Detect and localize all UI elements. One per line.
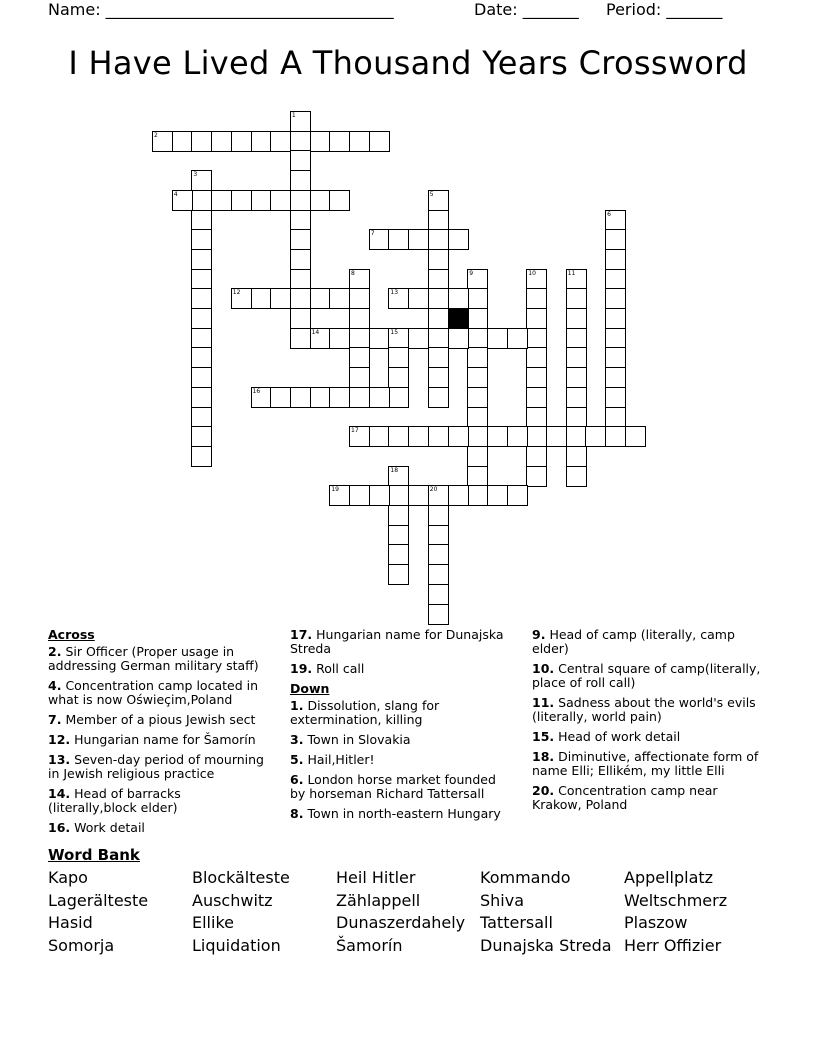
grid-cell[interactable] (526, 387, 547, 408)
clue-across-4: 4. Concentration camp located in what is now Oświeçim,Poland (48, 678, 259, 707)
grid-cell[interactable] (290, 111, 311, 132)
word-bank-item: Somorja (48, 935, 115, 955)
word-bank-item: Šamorín (336, 935, 403, 955)
grid-cell[interactable] (369, 328, 390, 349)
word-bank-item: Dunaszerdahely (336, 913, 466, 932)
grid-cell[interactable] (428, 328, 449, 349)
grid-cell[interactable] (605, 229, 626, 250)
grid-cell[interactable] (467, 328, 488, 349)
grid-cell[interactable] (448, 288, 469, 309)
grid-cell[interactable] (605, 347, 626, 368)
grid-cell[interactable] (231, 131, 252, 152)
grid-cell[interactable] (251, 288, 272, 309)
grid-cell[interactable] (526, 407, 547, 428)
grid-cell[interactable] (566, 288, 587, 309)
clues-column-1 (48, 628, 270, 841)
clue-number: 7 (370, 230, 375, 238)
grid-cell[interactable] (467, 446, 488, 467)
grid-cell[interactable] (566, 328, 587, 349)
grid-cell[interactable] (329, 131, 350, 152)
grid-cell[interactable] (270, 288, 291, 309)
clue-across-13: 13. Seven-day period of mourning in Jewish religious practice (48, 752, 264, 781)
grid-cell[interactable] (310, 387, 331, 408)
clue-down-15: 15. Head of work detail (532, 729, 681, 744)
clue-across-19: 19. Roll call (290, 661, 365, 676)
grid-cell[interactable] (526, 367, 547, 388)
grid-cell[interactable] (428, 426, 449, 447)
grid-cell[interactable] (526, 328, 547, 349)
grid-cell[interactable] (290, 288, 311, 309)
word-bank-item: Auschwitz (192, 890, 273, 910)
word-bank-item: Liquidation (192, 935, 281, 955)
grid-cell[interactable] (428, 387, 449, 408)
grid-cell[interactable] (388, 387, 409, 408)
grid-cell[interactable] (329, 328, 350, 349)
word-bank-item: Tattersall (480, 913, 553, 932)
grid-cell[interactable] (191, 249, 212, 270)
grid-cell[interactable] (585, 426, 606, 447)
grid-cell[interactable] (310, 288, 331, 309)
grid-cell[interactable] (566, 367, 587, 388)
down-heading: Down (290, 681, 330, 696)
grid-cell[interactable] (467, 426, 488, 447)
grid-cell[interactable] (191, 347, 212, 368)
grid-cell[interactable] (428, 367, 449, 388)
grid-cell[interactable] (428, 249, 449, 270)
grid-cell[interactable] (448, 485, 469, 506)
grid-cell[interactable] (566, 269, 587, 290)
grid-cell[interactable] (526, 347, 547, 368)
clues-column-2 (290, 628, 515, 827)
grid-cell[interactable] (526, 288, 547, 309)
grid-cell[interactable] (428, 584, 449, 605)
grid-cell[interactable] (349, 347, 370, 368)
grid-cell[interactable] (605, 367, 626, 388)
grid-cell[interactable] (566, 426, 587, 447)
clue-number: 9 (469, 269, 474, 277)
clue-number: 2 (154, 131, 158, 139)
grid-cell[interactable] (566, 466, 587, 487)
clue-across-14: 14. Head of barracks (literally,block elder) (48, 786, 181, 815)
grid-cell[interactable] (566, 446, 587, 467)
grid-cell[interactable] (605, 288, 626, 309)
grid-cell[interactable] (191, 367, 212, 388)
grid-cell[interactable] (290, 328, 311, 349)
word-bank-item: Dunajska Streda (480, 935, 612, 955)
clue-number: 1 (291, 112, 296, 119)
grid-cell[interactable] (388, 544, 409, 565)
grid-cell[interactable] (191, 446, 212, 467)
clue-number: 13 (390, 289, 399, 297)
grid-cell[interactable] (408, 328, 429, 349)
grid-cell[interactable] (428, 308, 449, 329)
grid-cell[interactable] (290, 190, 311, 211)
grid-cell[interactable] (172, 190, 193, 211)
clue-down-18: 18. Diminutive, affectionate form of name Elli; Ellikém, my little Elli (532, 749, 759, 778)
clue-number: 17 (351, 427, 359, 435)
grid-cell[interactable] (369, 131, 390, 152)
grid-cell[interactable] (605, 210, 626, 231)
grid-cell[interactable] (605, 269, 626, 290)
grid-cell[interactable] (625, 426, 646, 447)
grid-cell[interactable] (467, 367, 488, 388)
clue-number: 15 (390, 328, 399, 336)
grid-cell[interactable] (388, 564, 409, 585)
grid-cell[interactable] (428, 544, 449, 565)
grid-cell[interactable] (605, 407, 626, 428)
word-bank-item: Appellplatz (624, 868, 714, 887)
grid-cell[interactable] (270, 190, 291, 211)
grid-cell[interactable] (566, 308, 587, 329)
grid-cell[interactable] (310, 190, 331, 211)
grid-cell[interactable] (349, 387, 370, 408)
grid-cell[interactable] (191, 407, 212, 428)
grid-cell[interactable] (369, 426, 390, 447)
grid-cell[interactable] (191, 210, 212, 231)
grid-cell[interactable] (428, 485, 449, 506)
grid-cell[interactable] (388, 466, 409, 487)
grid-cell[interactable] (487, 426, 508, 447)
grid-cell[interactable] (329, 190, 350, 211)
grid-cell[interactable] (448, 229, 469, 250)
grid-cell[interactable] (388, 485, 409, 506)
grid-cell[interactable] (467, 407, 488, 428)
word-bank-item: Hasid (48, 913, 93, 932)
grid-cell[interactable] (290, 269, 311, 290)
grid-cell[interactable] (290, 308, 311, 329)
grid-cell[interactable] (388, 288, 409, 309)
grid-cell[interactable] (191, 131, 212, 152)
grid-cell[interactable] (191, 426, 212, 447)
grid-cell[interactable] (448, 426, 469, 447)
grid-cell[interactable] (566, 387, 587, 408)
grid-cell[interactable] (467, 308, 488, 329)
word-bank-item: Shiva (480, 890, 525, 910)
grid-cell[interactable] (428, 604, 449, 625)
grid-cell[interactable] (388, 505, 409, 526)
grid-cell[interactable] (428, 525, 449, 546)
grid-cell[interactable] (546, 426, 567, 447)
grid-cell[interactable] (526, 466, 547, 487)
grid-cell[interactable] (191, 387, 212, 408)
grid-cell[interactable] (526, 269, 547, 290)
grid-cell[interactable] (349, 269, 370, 290)
grid-cell[interactable] (467, 485, 488, 506)
clue-across-12: 12. Hungarian name for Šamorín (48, 732, 256, 747)
grid-cell[interactable] (428, 269, 449, 290)
grid-cell[interactable] (428, 229, 449, 250)
clue-down-8: 8. Town in north-eastern Hungary (290, 806, 501, 821)
grid-cell[interactable] (369, 387, 390, 408)
grid-cell[interactable] (329, 387, 350, 408)
grid-cell[interactable] (428, 347, 449, 368)
grid-cell[interactable] (349, 328, 370, 349)
word-bank-item: Lagerälteste (48, 890, 149, 910)
clue-down-5: 5. Hail,Hitler! (290, 752, 375, 767)
grid-cell[interactable] (408, 426, 429, 447)
clue-number: 19 (331, 486, 339, 494)
grid-cell[interactable] (507, 485, 528, 506)
grid-cell[interactable] (211, 131, 232, 152)
grid-cell[interactable] (467, 466, 488, 487)
grid-cell[interactable] (349, 308, 370, 329)
grid-cell[interactable] (369, 229, 390, 250)
grid-cell[interactable] (526, 426, 547, 447)
period-field[interactable]: Period: _______ (606, 0, 723, 19)
grid-cell[interactable] (369, 485, 390, 506)
name-field[interactable]: Name: ____________________________________ (48, 0, 394, 19)
word-bank-item: Blockälteste (192, 868, 290, 887)
grid-cell[interactable] (290, 229, 311, 250)
grid-cell[interactable] (388, 525, 409, 546)
grid-cell[interactable] (290, 387, 311, 408)
word-bank-item: Ellike (192, 913, 234, 932)
grid-cell[interactable] (388, 426, 409, 447)
clue-number: 16 (252, 387, 261, 395)
grid-cell[interactable] (270, 131, 291, 152)
clue-number: 4 (173, 190, 178, 198)
grid-cell[interactable] (605, 249, 626, 270)
grid-cell[interactable] (290, 170, 311, 191)
grid-cell[interactable] (487, 485, 508, 506)
clue-number: 20 (429, 486, 438, 494)
grid-cell[interactable] (251, 190, 272, 211)
word-bank-item: Heil Hitler (336, 868, 416, 887)
word-bank-item: Kapo (48, 868, 88, 887)
word-bank-item: Zählappell (336, 890, 421, 910)
grid-cell[interactable] (251, 387, 272, 408)
clue-number: 5 (429, 190, 434, 198)
clue-number: 3 (193, 171, 198, 179)
grid-cell[interactable] (172, 131, 193, 152)
grid-cell[interactable] (349, 131, 370, 152)
grid-cell[interactable] (408, 288, 429, 309)
grid-cell[interactable] (290, 249, 311, 270)
grid-cell[interactable] (428, 564, 449, 585)
grid-cell[interactable] (349, 367, 370, 388)
grid-cell[interactable] (290, 131, 311, 152)
grid-cell[interactable] (191, 229, 212, 250)
black-square (448, 308, 469, 329)
grid-cell[interactable] (388, 367, 409, 388)
clue-number: 14 (311, 328, 320, 336)
clue-number: 10 (528, 269, 536, 277)
grid-cell[interactable] (605, 387, 626, 408)
word-bank-item: Herr Offizier (624, 935, 722, 955)
clue-number: 18 (390, 466, 399, 474)
grid-cell[interactable] (467, 347, 488, 368)
grid-cell[interactable] (191, 328, 212, 349)
grid-cell[interactable] (566, 347, 587, 368)
clue-across-7: 7. Member of a pious Jewish sect (48, 712, 256, 727)
grid-cell[interactable] (211, 190, 232, 211)
clue-down-10: 10. Central square of camp(literally, place of roll call) (532, 661, 761, 690)
clue-down-6: 6. London horse market founded by horseman Richard Tattersall (290, 772, 496, 801)
grid-cell[interactable] (388, 328, 409, 349)
grid-cell[interactable] (329, 485, 350, 506)
date-field[interactable]: Date: _______ (474, 0, 579, 19)
grid-cell[interactable] (388, 347, 409, 368)
grid-cell[interactable] (231, 288, 252, 309)
clue-down-1: 1. Dissolution, slang for extermination, killing (290, 698, 440, 727)
clue-number: 12 (232, 289, 241, 297)
grid-cell[interactable] (408, 229, 429, 250)
grid-cell[interactable] (290, 150, 311, 171)
grid-cell[interactable] (388, 229, 409, 250)
word-bank-item: Plaszow (624, 913, 688, 932)
grid-cell[interactable] (526, 308, 547, 329)
clue-number: 6 (607, 210, 611, 218)
grid-cell[interactable] (428, 210, 449, 231)
grid-cell[interactable] (605, 426, 626, 447)
word-bank-title: Word Bank (48, 846, 140, 864)
grid-cell[interactable] (152, 131, 173, 152)
clue-down-11: 11. Sadness about the world's evils (literally, world pain) (532, 695, 756, 724)
grid-cell[interactable] (467, 288, 488, 309)
clue-down-20: 20. Concentration camp near Krakow, Poland (532, 783, 718, 812)
grid-cell[interactable] (605, 328, 626, 349)
clue-down-9: 9. Head of camp (literally, camp elder) (532, 627, 735, 656)
grid-cell[interactable] (605, 308, 626, 329)
grid-cell[interactable] (428, 505, 449, 526)
grid-cell[interactable] (428, 288, 449, 309)
word-bank-item: Weltschmerz (624, 890, 728, 910)
grid-cell[interactable] (349, 426, 370, 447)
grid-cell[interactable] (290, 210, 311, 231)
grid-cell[interactable] (467, 269, 488, 290)
grid-cell[interactable] (191, 308, 212, 329)
grid-cell[interactable] (310, 131, 331, 152)
grid-cell[interactable] (251, 131, 272, 152)
grid-cell[interactable] (448, 328, 469, 349)
grid-cell[interactable] (507, 426, 528, 447)
grid-cell[interactable] (349, 485, 370, 506)
grid-cell[interactable] (191, 288, 212, 309)
grid-cell[interactable] (329, 288, 350, 309)
word-bank-item: Kommando (480, 868, 571, 887)
grid-cell[interactable] (408, 485, 429, 506)
clue-number: 11 (567, 269, 576, 277)
grid-cell[interactable] (191, 269, 212, 290)
grid-cell[interactable] (310, 328, 331, 349)
grid-cell[interactable] (349, 288, 370, 309)
across-heading: Across (48, 627, 95, 642)
grid-cell[interactable] (428, 190, 449, 211)
clue-number: 8 (351, 269, 355, 277)
clue-down-3: 3. Town in Slovakia (290, 732, 411, 747)
clue-across-17: 17. Hungarian name for Dunajska Streda (290, 627, 504, 656)
grid-cell[interactable] (467, 387, 488, 408)
grid-cell[interactable] (270, 387, 291, 408)
clues-column-3 (532, 628, 768, 818)
grid-cell[interactable] (507, 328, 528, 349)
grid-cell[interactable] (566, 407, 587, 428)
grid-cell[interactable] (487, 328, 508, 349)
grid-cell[interactable] (191, 190, 212, 211)
page-title: I Have Lived A Thousand Years Crossword (68, 44, 748, 82)
grid-cell[interactable] (526, 446, 547, 467)
grid-cell[interactable] (231, 190, 252, 211)
clue-across-2: 2. Sir Officer (Proper usage in addressing German military staff) (48, 644, 259, 673)
grid-cell[interactable] (191, 170, 212, 191)
clue-across-16: 16. Work detail (48, 820, 145, 835)
